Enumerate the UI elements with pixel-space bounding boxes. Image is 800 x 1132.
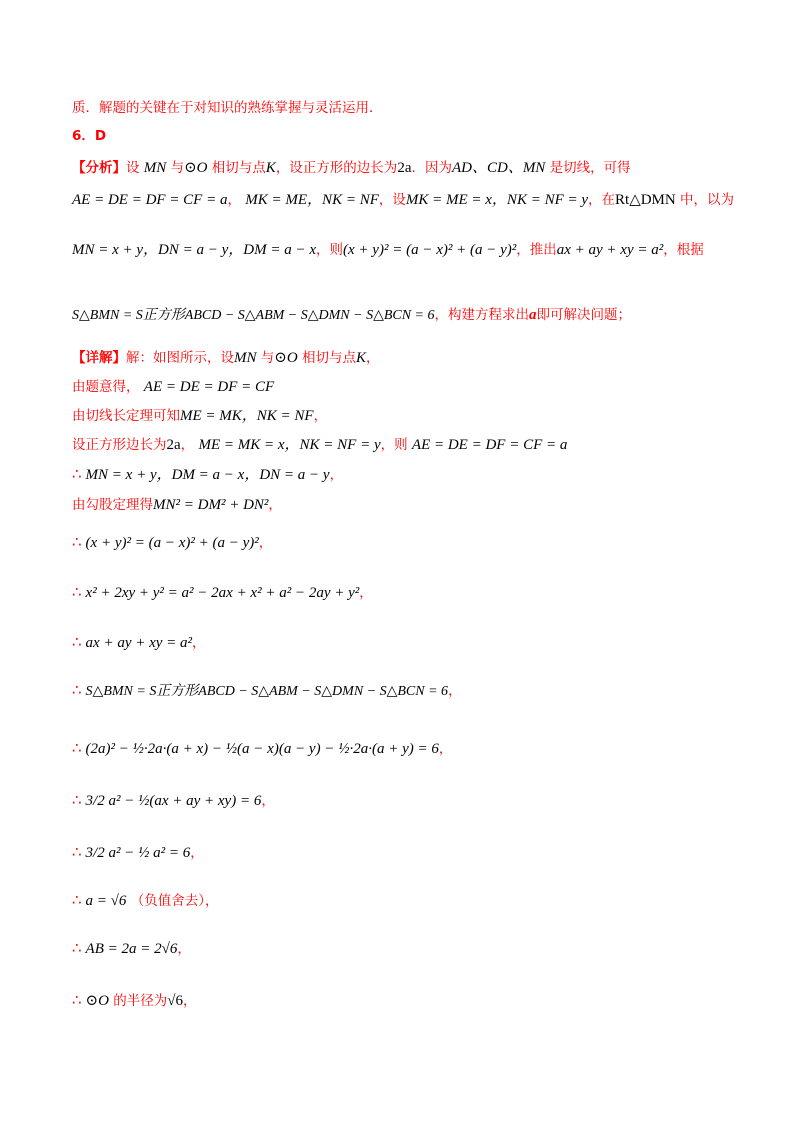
math: ME = MK = x，NK = NF = y	[198, 437, 381, 453]
math: 2a	[397, 160, 412, 176]
text: ，	[227, 192, 241, 208]
therefore-symbol: ∴	[72, 533, 82, 551]
math: MN² = DM² + DN²	[153, 497, 269, 513]
text: ，	[366, 350, 380, 366]
text: ，设正方形的边长为	[275, 160, 398, 176]
text: ，	[190, 845, 204, 861]
math: K	[356, 350, 367, 366]
math: ⊙O	[274, 350, 298, 366]
text: ，则	[316, 242, 344, 258]
detail-line-3	[72, 406, 760, 426]
text: ，根据	[663, 242, 704, 258]
detail-tag: 【详解】	[72, 350, 126, 366]
math: ⊙O	[184, 160, 208, 176]
math: 2a	[166, 437, 181, 453]
therefore-symbol: ∴	[72, 633, 82, 651]
detail-line-7	[72, 532, 760, 553]
math: ⊙O	[85, 993, 109, 1009]
therefore-symbol: ∴	[72, 843, 82, 861]
detail-line-6	[72, 495, 760, 515]
text: 与	[260, 350, 275, 366]
text: ，	[268, 497, 282, 513]
text: ，则	[380, 437, 408, 453]
math: a = √6	[85, 893, 127, 909]
math: MK = ME = x，NK = NF = y	[405, 192, 589, 208]
analysis-line-4	[72, 305, 760, 326]
math: 3/2 a² − ½(ax + ay + xy) = 6	[85, 793, 262, 809]
math: Rt△DMN	[615, 192, 676, 208]
analysis-tag: 【分析】	[72, 160, 126, 176]
text: 相切与点	[302, 350, 356, 366]
detail-line-9	[72, 632, 760, 653]
math: 3/2 a² − ½ a² = 6	[85, 845, 191, 861]
math: AB = 2a = 2√6	[85, 941, 178, 957]
detail-line-5	[72, 464, 760, 485]
detail-line-1	[72, 348, 760, 368]
detail-line-14	[72, 890, 760, 911]
text: 由题意得，	[72, 379, 140, 395]
math: AE = DE = DF = CF	[143, 379, 275, 395]
text: ，在	[588, 192, 616, 208]
text: ，	[313, 408, 328, 424]
math: MN	[143, 160, 167, 176]
text: 中，以为	[680, 192, 735, 208]
text: ，	[261, 793, 275, 809]
detail-line-2	[72, 377, 760, 397]
text: ．因为	[411, 160, 452, 176]
math: √6	[167, 993, 183, 1009]
text: ，	[329, 467, 344, 483]
therefore-symbol: ∴	[72, 939, 82, 957]
math: ax + ay + xy = a²	[85, 635, 193, 651]
detail-line-10	[72, 680, 760, 702]
detail-line-11	[72, 738, 760, 759]
text: ，	[177, 941, 191, 957]
text: ，构建方程求出	[434, 307, 530, 323]
math: (x + y)² = (a − x)² + (a − y)²	[85, 535, 259, 551]
math: K	[265, 160, 276, 176]
therefore-symbol: ∴	[72, 583, 82, 601]
detail-line-16	[72, 990, 760, 1011]
text: 由切线长定理可知	[72, 408, 180, 424]
math: MN = x + y，DN = a − y，DM = a − x	[72, 242, 317, 258]
text: 由勾股定理得	[72, 497, 153, 513]
text: 相切与点	[211, 160, 266, 176]
analysis-line-2	[72, 190, 760, 210]
therefore-symbol: ∴	[72, 739, 82, 757]
text: ，	[448, 683, 462, 699]
detail-line-12	[72, 790, 760, 811]
math: S△BMN = S正方形ABCD − S△ABM − S△DMN − S△BCN = 6	[72, 308, 435, 323]
math: AE = DE = DF = CF = a	[411, 437, 568, 453]
math: ax + ay + xy = a²	[556, 242, 664, 258]
text: 与	[170, 160, 185, 176]
math: AE = DE = DF = CF = a	[72, 192, 228, 208]
therefore-symbol: ∴	[72, 465, 82, 483]
therefore-symbol: ∴	[72, 891, 82, 909]
detail-line-15	[72, 938, 760, 959]
detail-line-4	[72, 435, 760, 455]
text: ，设	[378, 192, 406, 208]
text: （负值舍去），	[130, 893, 219, 909]
analysis-line-1	[72, 158, 760, 178]
detail-line-8	[72, 582, 760, 603]
math: S△BMN = S正方形ABCD − S△ABM − S△DMN − S△BCN = 6	[85, 684, 449, 699]
math: AD、CD、MN	[451, 160, 546, 176]
math: MN = x + y，DM = a − x，DN = a − y	[85, 467, 330, 483]
text: ，	[258, 535, 273, 551]
analysis-line-3	[72, 240, 760, 260]
text: ，推出	[516, 242, 557, 258]
math: MK = ME，NK = NF	[245, 192, 379, 208]
answer-label: 6．D	[72, 128, 107, 144]
math: ME = MK，NK = NF	[180, 408, 314, 424]
math: (x + y)² = (a − x)² + (a − y)²	[343, 242, 517, 258]
text: ，	[180, 437, 195, 453]
intro-text: 质．解题的关键在于对知识的熟练掌握与灵活运用．	[72, 100, 383, 116]
math: a	[529, 307, 537, 323]
text: 解：如图所示，设	[126, 350, 234, 366]
text: ，	[192, 635, 206, 651]
text: 设	[126, 160, 140, 176]
math: (2a)² − ½·2a·(a + x) − ½(a − x)(a − y) − ½·2a·(a + y) = 6	[85, 741, 439, 757]
text: 是切线，可得	[549, 160, 631, 176]
math: MN	[234, 350, 257, 366]
therefore-symbol: ∴	[72, 991, 82, 1009]
text: 设正方形边长为	[72, 437, 167, 453]
text: 的半径为	[113, 993, 168, 1009]
detail-line-13	[72, 842, 760, 863]
text: 即可解决问题；	[536, 307, 632, 323]
text: ，	[359, 585, 373, 601]
text: ，	[182, 993, 197, 1009]
therefore-symbol: ∴	[72, 681, 82, 699]
therefore-symbol: ∴	[72, 791, 82, 809]
math: x² + 2xy + y² = a² − 2ax + x² + a² − 2ay + y²	[85, 585, 360, 601]
text: ，	[438, 741, 453, 757]
